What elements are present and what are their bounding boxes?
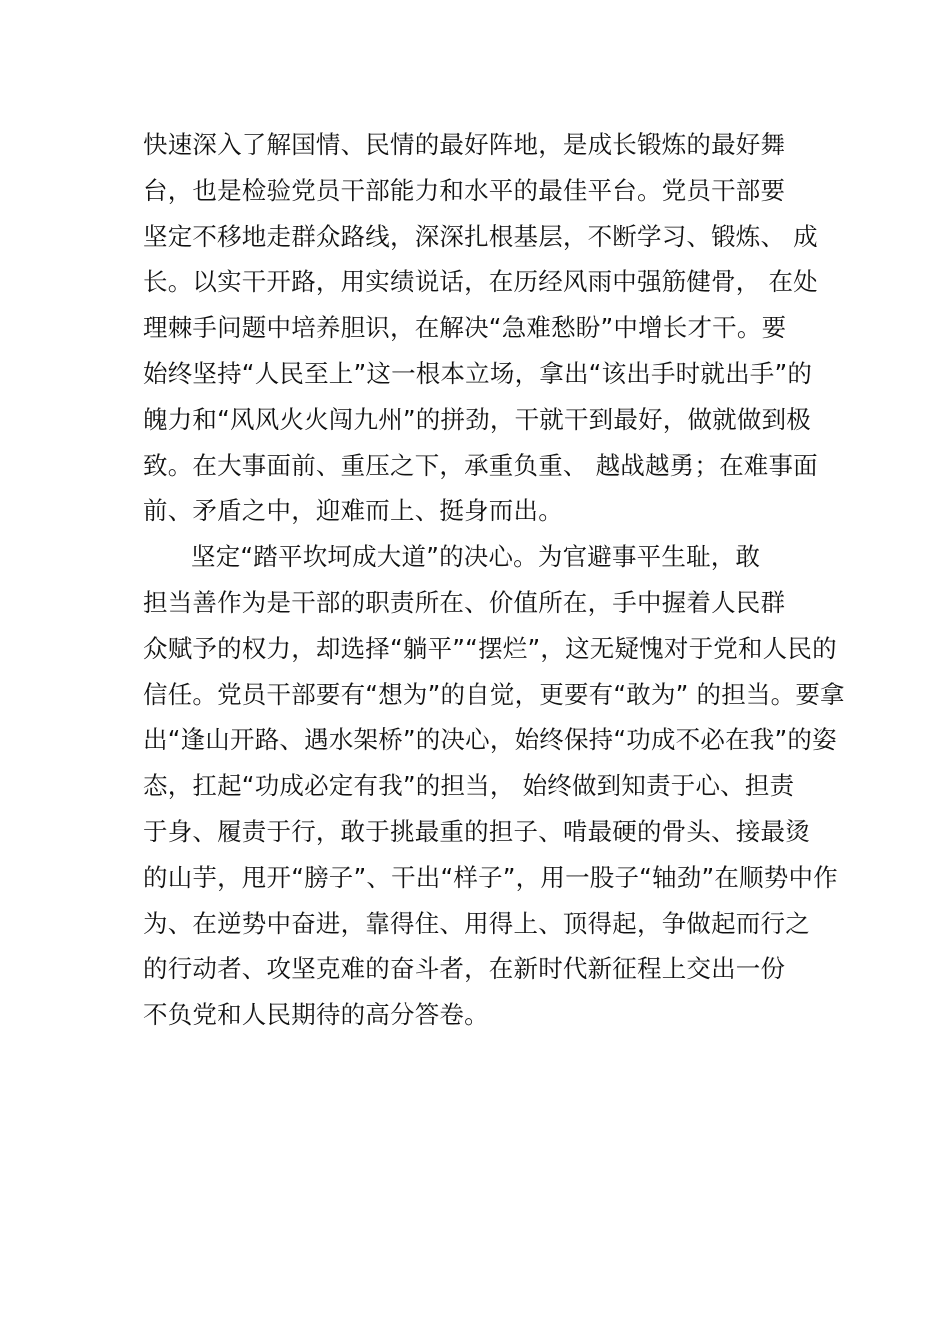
- text-line: 坚定不移地走群众路线，深深扎根基层，不断学习、锻炼、 成: [143, 221, 818, 251]
- text-line: 担当善作为是干部的职责所在、价值所在，手中握着人民群: [143, 587, 786, 617]
- text-line: 态，扛起“功成必定有我”的担当， 始终做到知责于心、担责: [143, 771, 795, 801]
- text-line: 的行动者、攻坚克难的奋斗者，在新时代新征程上交出一份: [143, 954, 786, 984]
- text-line: 信任。党员干部要有“想为”的自觉，更要有“敢为” 的担当。要拿: [143, 679, 845, 709]
- text-line: 于身、履责于行，敢于挑最重的担子、啃最硬的骨头、接最烫: [143, 816, 810, 846]
- text-line: 出“逢山开路、遇水架桥”的决心，始终保持“功成不必在我”的姿: [143, 725, 837, 755]
- text-line: 众赋予的权力，却选择“躺平”“摆烂”，这无疑愧对于党和人民的: [143, 633, 837, 663]
- text-line: 魄力和“风风火火闯九州”的拼劲，干就干到最好，做就做到极: [143, 404, 811, 434]
- text-line: 始终坚持“人民至上”这一根本立场，拿出“该出手时就出手”的: [143, 358, 813, 388]
- text-line: 前、矛盾之中，迎难而上、挺身而出。: [143, 496, 563, 526]
- text-line: 台，也是检验党员干部能力和水平的最佳平台。党员干部要: [143, 175, 786, 205]
- text-line: 快速深入了解国情、民情的最好阵地，是成长锻炼的最好舞: [143, 130, 786, 159]
- text-line: 的山芋，甩开“膀子”、干出“样子”，用一股子“轴劲”在顺势中作: [143, 862, 838, 892]
- text-line: 不负党和人民期待的高分答卷。: [143, 1000, 489, 1030]
- text-line: 长。以实干开路，用实绩说话，在历经风雨中强筋健骨， 在处: [143, 267, 818, 297]
- text-line: 理棘手问题中培养胆识，在解决“急难愁盼”中增长才干。要: [143, 313, 787, 343]
- text-line: 致。在大事面前、重压之下，承重负重、 越战越勇；在难事面: [143, 450, 818, 480]
- text-line: 为、在逆势中奋进，靠得住、用得上、顶得起，争做起而行之: [143, 908, 810, 938]
- paragraph-heading-line: 坚定“踏平坎坷成大道”的决心。为官避事平生耻，敢: [191, 542, 761, 572]
- document-body: [143, 122, 845, 1038]
